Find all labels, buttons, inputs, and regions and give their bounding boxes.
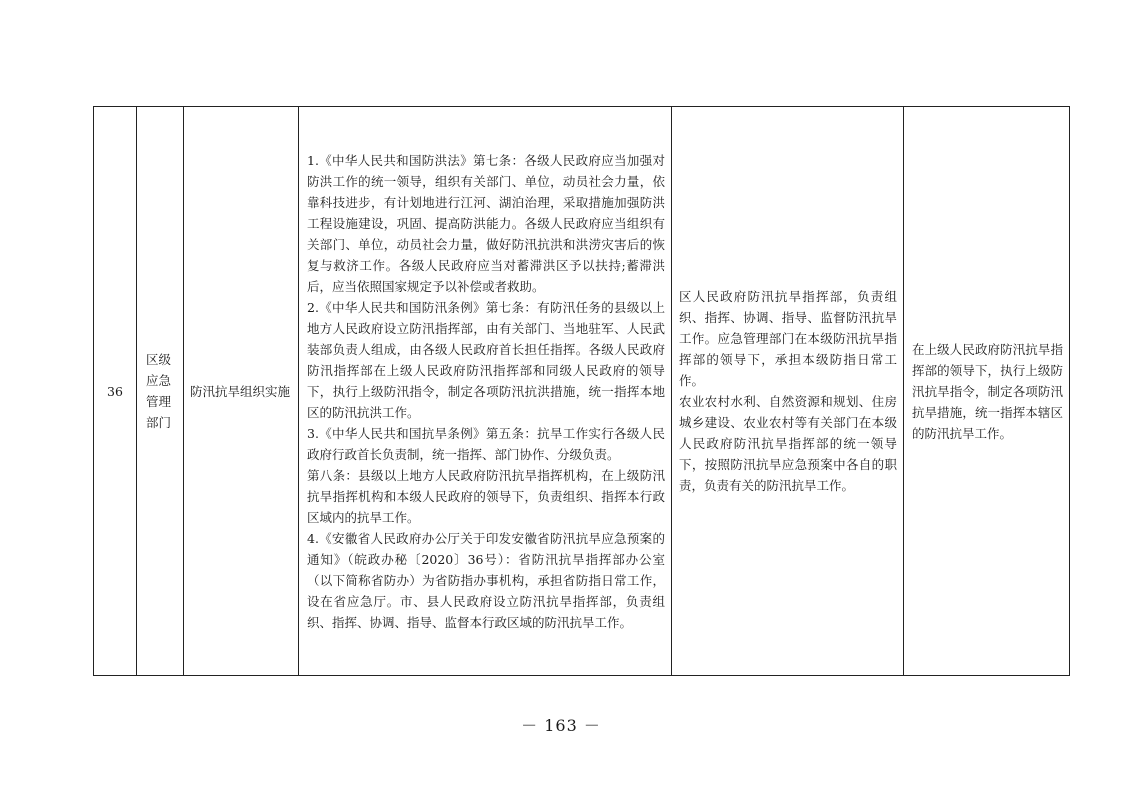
legal-basis-cell (299, 107, 672, 676)
basis-paragraph: 第八条：县级以上地方人民政府防汛抗旱指挥机构，在上级防汛抗旱指挥机构和本级人民政府的领导下，负责组织、指挥本行政区域内的抗旱工作。 (307, 467, 665, 525)
duty-table (93, 106, 1070, 676)
responsibility-cell: 在上级人民政府防汛抗旱指挥部的领导下，执行上级防汛抗旱指令，制定各项防汛抗旱措施，统一指挥本辖区的防汛抗旱工作。 (904, 107, 1070, 676)
basis-paragraph: 4.《安徽省人民政府办公厅关于印发安徽省防汛抗旱应急预案的通知》（皖政办秘〔2020〕36号）：省防汛抗旱指挥部办公室（以下简称省防办）为省防指办事机构，承担省防指日常工作，设在省应急厅。市、县人民政府设立防汛抗旱指挥部，负责组织、指挥、协调、指导、监督本行政区域的防汛抗旱工作。 (307, 530, 665, 630)
item-cell: 防汛抗旱组织实施 (184, 107, 299, 676)
duty-paragraph: 农业农村水利、自然资源和规划、住房城乡建设、农业农村等有关部门在本级人民政府防汛抗旱指挥部的统一领导下，按照防汛抗旱应急预案中各自的职责，负责有关的防汛抗旱工作。 (679, 394, 897, 493)
page-number: － 163 － (521, 716, 601, 735)
duty-paragraph: 区人民政府防汛抗旱指挥部，负责组织、指挥、协调、指导、监督防汛抗旱工作。应急管理部门在本级防汛抗旱指挥部的领导下，承担本级防指日常工作。 (679, 289, 897, 388)
duty-cell (672, 107, 904, 676)
basis-paragraph: 3.《中华人民共和国抗旱条例》第五条：抗旱工作实行各级人民政府行政首长负责制，统一指挥、部门协作、分级负责。 (307, 425, 665, 462)
department-cell (137, 107, 184, 676)
basis-paragraph: 1.《中华人民共和国防洪法》第七条：各级人民政府应当加强对防洪工作的统一领导，组织有关部门、单位，动员社会力量，依靠科技进步，有计划地进行江河、湖泊治理，采取措施加强防洪工程设施建设，巩固、提高防洪能力。各级人民政府应当组织有关部门、单位，动员社会力量，做好防汛抗洪和洪涝灾害后的恢复与救济工作。各级人民政府应当对蓄滞洪区予以扶持;蓄滞洪后，应当依照国家规定予以补偿或者救助。 (307, 152, 665, 294)
table-row (94, 107, 1070, 676)
basis-paragraph: 2.《中华人民共和国防汛条例》第七条：有防汛任务的县级以上地方人民政府设立防汛指挥部，由有关部门、当地驻军、人民武装部负责人组成，由各级人民政府首长担任指挥。各级人民政府防汛指挥部在上级人民政府防汛指挥部和同级人民政府的领导下，执行上级防汛指令，制定各项防汛抗洪措施，统一指挥本地区的防汛抗洪工作。 (307, 299, 665, 420)
row-number: 36 (94, 107, 137, 676)
department-text: 区级应急管理部门 (146, 352, 172, 430)
